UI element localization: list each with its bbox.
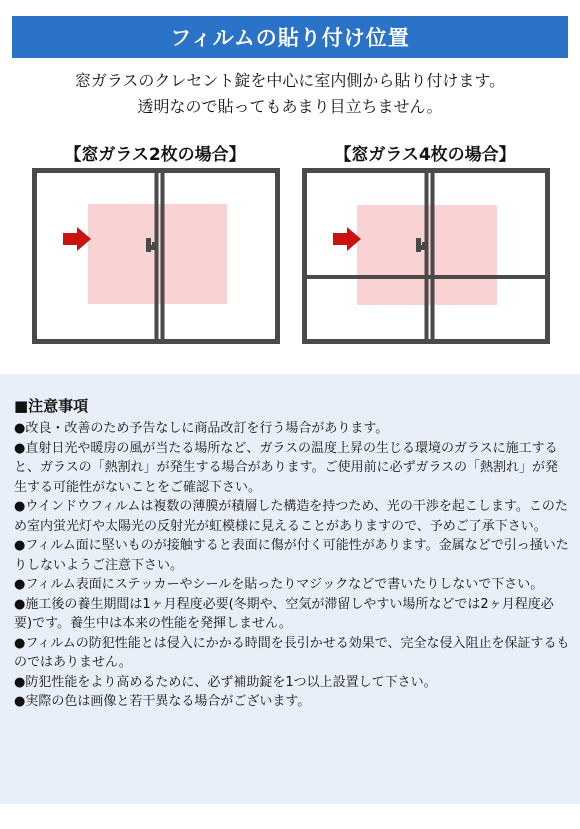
page-title: フィルムの貼り付け位置 xyxy=(170,26,410,50)
intro-text xyxy=(0,68,580,120)
title-banner xyxy=(12,16,568,58)
intro-line-2: 透明なので貼ってもあまり目立ちません。 xyxy=(137,97,443,116)
notes-list xyxy=(14,419,570,712)
note-item: ●直射日光や暖房の風が当たる場所など、ガラスの温度上昇の生じる環境のガラスに施工すると、ガラスの「熱割れ」が発生する場合があります。ご使用前に必ずガラスの「熱割れ」が発生する可能性がないことをご確認下さい。 xyxy=(14,440,559,495)
note-item: ●フィルムの防犯性能とは侵入にかかる時間を長引かせる効果で、完全な侵入阻止を保証するものではありません。 xyxy=(14,635,570,670)
note-item: ●施工後の養生期間は1ヶ月程度必要(冬期や、空気が滞留しやすい場所などでは2ヶ月程度必要)です。養生中は本来の性能を発揮しません。 xyxy=(14,596,554,631)
window-diagram-four-panes xyxy=(302,168,550,344)
note-item: ●実際の色は画像と若干異なる場合がございます。 xyxy=(14,694,311,709)
window-diagram-two-panes xyxy=(32,168,280,344)
note-item: ●フィルム面に堅いものが接触すると表面に傷が付く可能性があります。金属などで引っ掻いたりしないようご注意下さい。 xyxy=(14,538,569,573)
arrow-right-icon xyxy=(333,227,361,251)
note-item: ●フィルム表面にステッカーやシールを貼ったりマジックなどで書いたりしないで下さい。 xyxy=(14,577,544,592)
arrow-right-icon xyxy=(63,227,91,251)
diagram-heading-two-panes: 【窓ガラス2枚の場合】 xyxy=(64,145,246,165)
note-item: ●防犯性能をより高めるために、必ず補助錠を1つ以上設置して下さい。 xyxy=(14,674,437,690)
diagram-heading-four-panes: 【窓ガラス4枚の場合】 xyxy=(334,145,516,165)
notes-heading: ■注意事項 xyxy=(14,397,89,415)
intro-line-1: 窓ガラスのクレセント錠を中心に室内側から貼り付けます。 xyxy=(74,71,506,90)
note-item: ●改良・改善のため予告なしに商品改訂を行う場合があります。 xyxy=(14,421,389,436)
note-item: ●ウインドウフィルムは複数の薄膜が積層した構造を持つため、光の干渉を起こします。このため室内蛍光灯や太陽光の反射光が虹模様に見えることがありますので、予めご了承下さい。 xyxy=(14,499,568,534)
